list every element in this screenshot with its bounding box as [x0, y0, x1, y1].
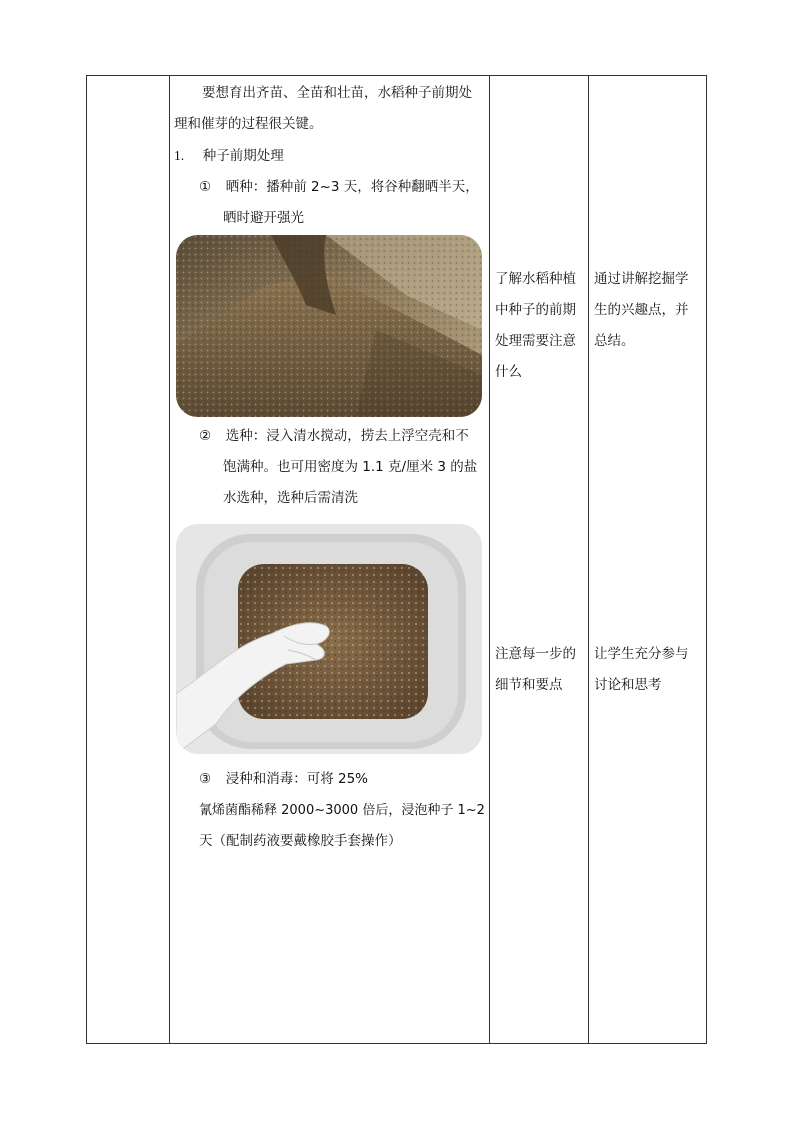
seed-selection-photo	[176, 524, 482, 754]
column-divider	[489, 76, 490, 1043]
step-3-marker: ③	[199, 771, 212, 787]
section-heading	[170, 140, 486, 172]
step-2-line-2: 饱满种。也可用密度为 1.1 克/厘米 3 的盐	[223, 459, 478, 475]
step-1-marker: ①	[199, 179, 212, 195]
step-2-line-3: 水选种，选种后需清洗	[223, 490, 358, 506]
intent-2-line-2: 讨论和思考	[594, 677, 662, 693]
seed-selection-image	[176, 524, 482, 754]
step-3-line-1	[170, 764, 486, 795]
section-number: 1.	[174, 148, 185, 163]
step-3-text: 浸种和消毒：可将 25%	[225, 771, 368, 787]
intent-1-line-1: 通过讲解挖掘学	[594, 271, 689, 287]
activity-1-line-3: 处理需要注意	[495, 333, 576, 349]
step-3-line-3: 天（配制药液要戴橡胶手套操作）	[199, 833, 402, 849]
step-1-line-1	[170, 172, 486, 203]
column-divider	[588, 76, 589, 1043]
seed-drying-photo	[176, 235, 482, 417]
step-1-line-2: 晒时避开强光	[223, 210, 304, 226]
section-title: 种子前期处理	[202, 148, 284, 164]
seed-drying-image	[176, 235, 482, 417]
intro-line-1: 要想育出齐苗、全苗和壮苗，水稻种子前期处	[202, 85, 472, 101]
step-2-line-1	[170, 421, 486, 452]
step-1-text: 晒种：播种前 2~3 天，将谷种翻晒半天，	[225, 179, 479, 195]
intro-line-2: 理和催芽的过程很关键。	[174, 116, 323, 132]
design-intent-block-1	[594, 264, 704, 357]
step-3-block	[170, 764, 486, 857]
step-2-marker: ②	[199, 428, 212, 444]
content-column	[170, 78, 486, 234]
activity-2-line-1: 注意每一步的	[495, 646, 576, 662]
step-2-text: 选种：浸入清水搅动，捞去上浮空壳和不	[225, 428, 469, 444]
activity-1-line-2: 中种子的前期	[495, 302, 576, 318]
intent-2-line-1: 让学生充分参与	[594, 646, 689, 662]
activity-1-line-4: 什么	[495, 364, 522, 380]
activity-1-line-1: 了解水稻种植	[495, 271, 576, 287]
intent-1-line-3: 总结。	[594, 333, 635, 349]
step-3-line-2: 氰烯菌酯稀释 2000~3000 倍后，浸泡种子 1~2	[199, 803, 485, 818]
step-2-block	[170, 421, 486, 514]
activity-2-line-2: 细节和要点	[495, 677, 563, 693]
design-intent-block-2	[594, 639, 704, 701]
student-activity-block-2	[495, 639, 587, 701]
student-activity-block-1	[495, 264, 587, 388]
intent-1-line-2: 生的兴趣点，并	[594, 302, 689, 318]
